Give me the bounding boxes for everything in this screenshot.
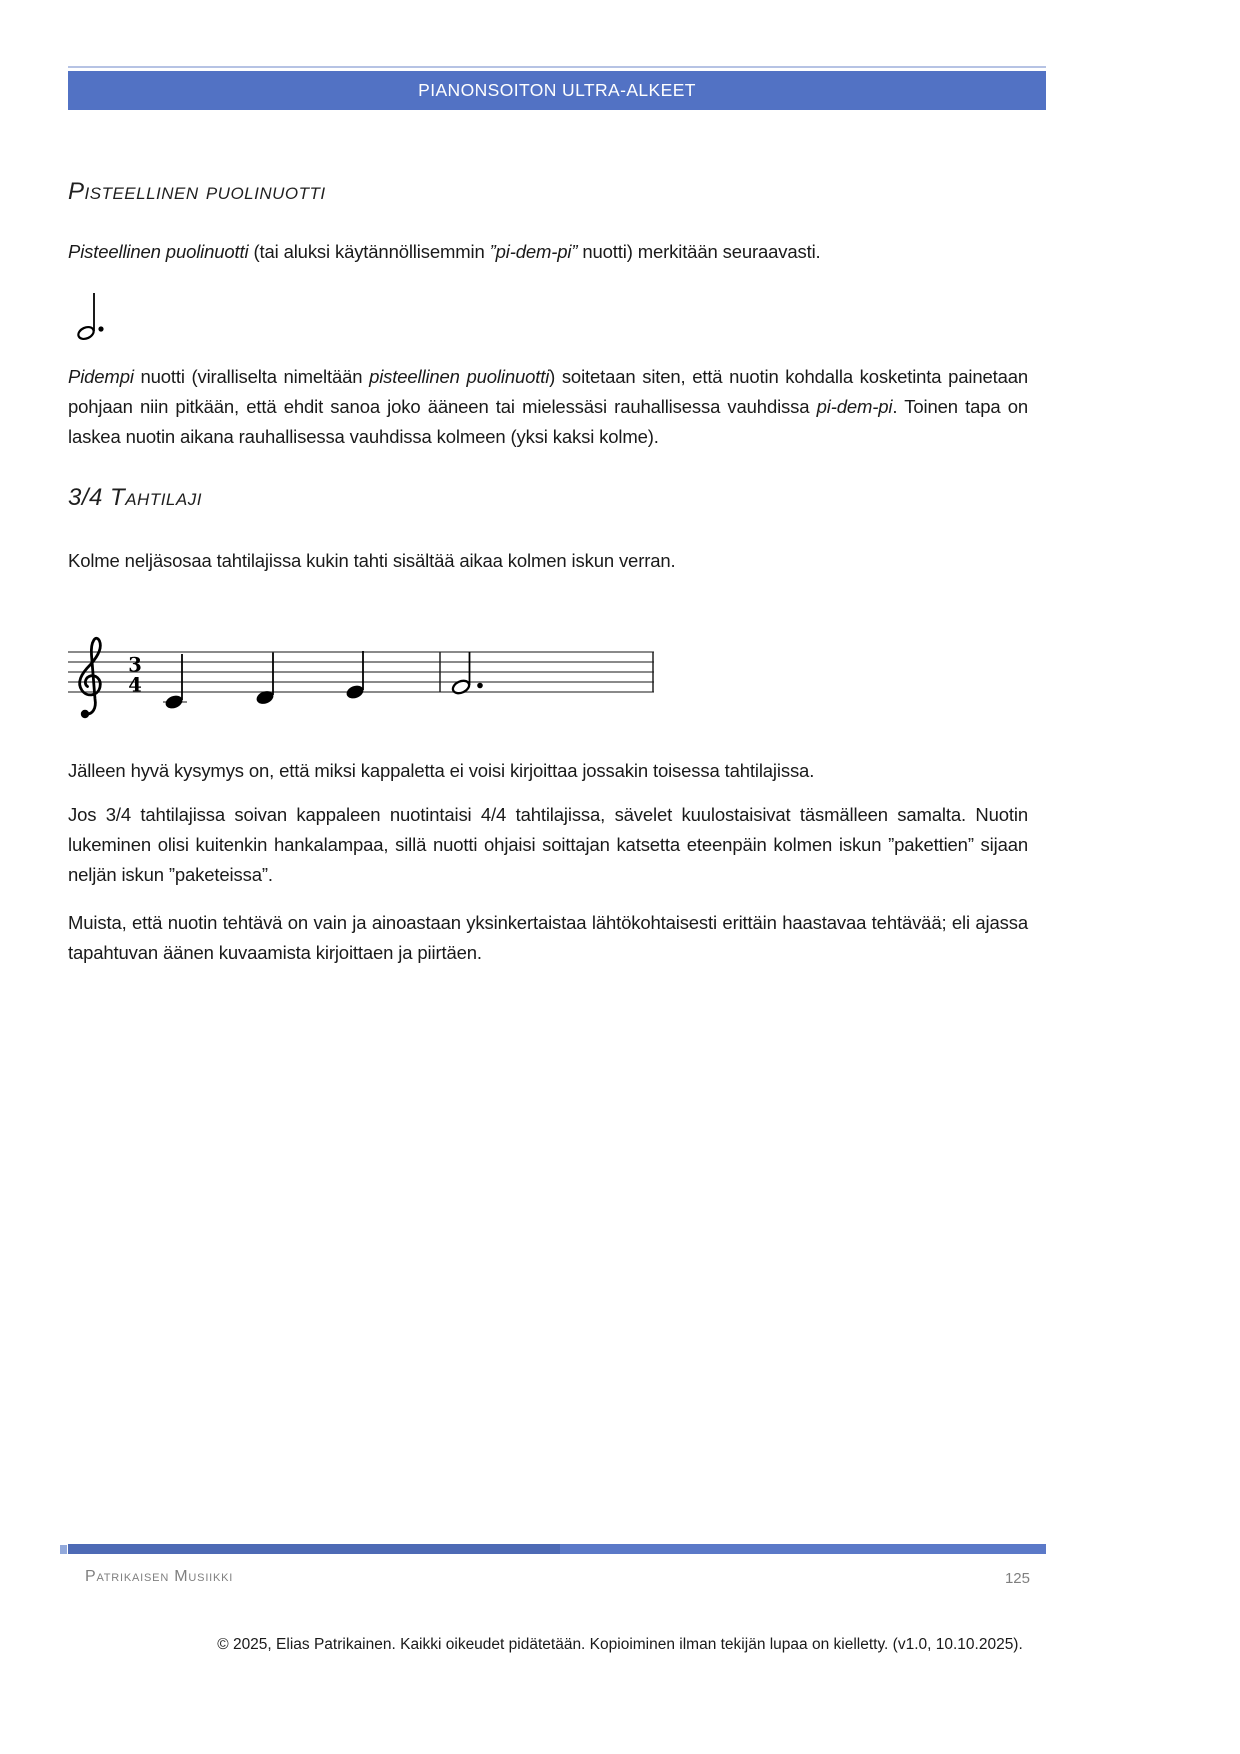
dotted-half-note-f4: [451, 652, 483, 696]
dotted-half-note-icon: [60, 283, 130, 348]
section-heading-dotted-half-note: Pisteellinen puolinuotti: [68, 178, 326, 205]
footer-publisher: Patrikaisen Musiikki: [85, 1568, 234, 1585]
music-staff: [60, 625, 660, 730]
paragraph-explanation: Pidempi nuotti (viralliselta nimeltään pisteellinen puolinuotti) soitetaan siten, että nuotin kohdalla kosketinta painetaan pohjaan niin pitkään, että ehdit sanoa joko ääneen tai mielessäsi rauhallisessa vauhdissa pi-dem-pi. Toinen tapa on laskea nuotin aikana rauhallisessa vauhdissa kolmeen (yksi kaksi kolme).: [68, 366, 1028, 447]
footer-bar-right: [560, 1544, 1046, 1554]
heading-number: 3/4: [68, 484, 103, 511]
copyright-line: © 2025, Elias Patrikainen. Kaikki oikeudet pidätetään. Kopioiminen ilman tekijän lupaa on kielletty. (v1.0, 10.10.2025).: [217, 1636, 1023, 1653]
paragraph-comparison: Jos 3/4 tahtilajissa soivan kappaleen nuotintaisi 4/4 tahtilajissa, sävelet kuulostaisivat täsmälleen samalta. Nuotin lukeminen olisi kuitenkin hankalampaa, sillä nuotti ohjaisi soittajan katsetta eteenpäin kolmen iskun ”pakettien” sijaan neljän iskun ”paketeissa”.: [68, 804, 1028, 885]
section-heading-time-signature: [68, 484, 202, 512]
time-signature-top: 3: [128, 653, 142, 677]
paragraph-question: Jälleen hyvä kysymys on, että miksi kappaletta ei voisi kirjoittaa jossakin toisessa tahtilajissa.: [68, 760, 815, 781]
footer-bar-left: [68, 1544, 560, 1554]
heading-word: Tahtilaji: [110, 484, 202, 511]
document-title: PIANONSOITON ULTRA-ALKEET: [418, 80, 696, 100]
paragraph-three-quarter-intro: Kolme neljäsosaa tahtilajissa kukin tahti sisältää aikaa kolmen iskun verran.: [68, 550, 676, 571]
footer-bar-cap: [60, 1545, 67, 1554]
paragraph-intro: Pisteellinen puolinuotti (tai aluksi käytännöllisemmin ”pi-dem-pi” nuotti) merkitään seuraavasti.: [68, 241, 821, 262]
header-accent-line: [68, 66, 1046, 68]
treble-clef-icon: [80, 638, 101, 718]
quarter-note-d4: [255, 653, 276, 707]
page-header-banner: [68, 71, 1046, 110]
time-signature-bottom: 4: [128, 673, 142, 697]
page-number: 125: [1004, 1570, 1030, 1587]
quarter-note-e4: [345, 651, 366, 701]
paragraph-reminder: Muista, että nuotin tehtävä on vain ja ainoastaan yksinkertaistaa lähtökohtaisesti erittäin haastavaa tehtävää; eli ajassa tapahtuvan äänen kuvaamista kirjoittaen ja piirtäen.: [68, 912, 1028, 963]
